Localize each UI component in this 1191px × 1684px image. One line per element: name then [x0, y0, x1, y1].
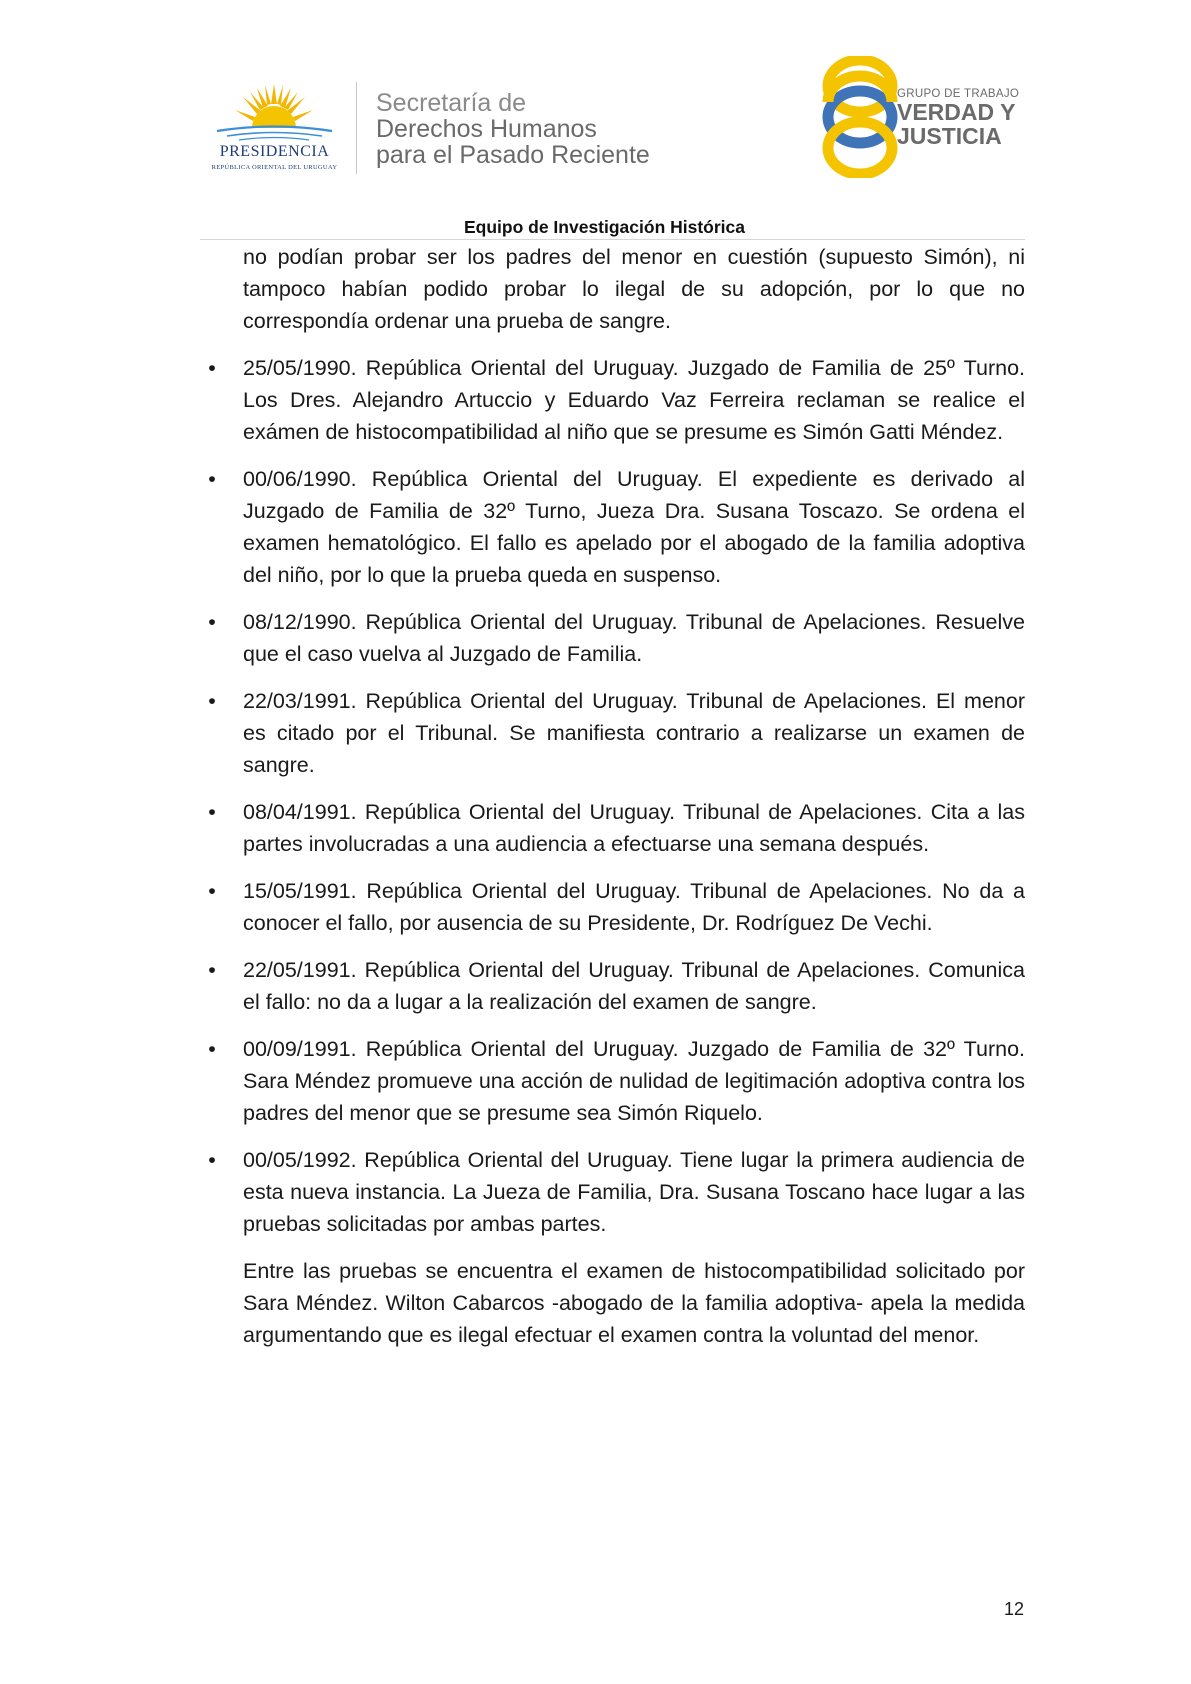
presidencia-logo [197, 82, 352, 177]
bullet-icon: • [208, 958, 216, 982]
bullet-icon: • [208, 467, 216, 491]
entry-text: 00/09/1991. República Oriental del Uruguay. Juzgado de Familia de 32º Turno. Sara Méndez promueve una acción de nulidad de legitimación adoptiva contra los padres del menor que se presume sea Simón Riquelo. [243, 1037, 1025, 1125]
team-name: Equipo de Investigación Histórica [463, 217, 746, 237]
header-divider [356, 82, 357, 174]
sun-emblem-icon [197, 82, 352, 142]
header-rule [200, 239, 1025, 240]
list-item [208, 685, 1025, 781]
bullet-icon: • [208, 879, 216, 903]
list-item [208, 1033, 1025, 1129]
document-body [208, 241, 1025, 1366]
list-item [208, 1144, 1025, 1240]
secretaria-line-2: Derechos Humanos [376, 115, 597, 143]
entry-text: 08/12/1990. República Oriental del Uruguay. Tribunal de Apelaciones. Resuelve que el caso vuelva al Juzgado de Familia. [243, 610, 1025, 666]
secretaria-line-3: para el Pasado Reciente [376, 141, 650, 169]
timeline-list [208, 352, 1025, 1240]
final-paragraph: Entre las pruebas se encuentra el examen de histocompatibilidad solicitado por Sara Méndez. Wilton Cabarcos -abogado de la familia adoptiva- apela la medida argumentando que es ilegal efectuar el examen contra la voluntad del menor. [243, 1259, 1025, 1347]
entry-text: 00/05/1992. República Oriental del Uruguay. Tiene lugar la primera audiencia de esta nueva instancia. La Jueza de Familia, Dra. Susana Toscano hace lugar a las pruebas solicitadas por ambas partes. [243, 1148, 1025, 1236]
presidencia-subtitle: REPÚBLICA ORIENTAL DEL URUGUAY [211, 164, 338, 171]
entry-text: 00/06/1990. República Oriental del Uruguay. El expediente es derivado al Juzgado de Familia de 32º Turno, Jueza Dra. Susana Toscazo. Se ordena el examen hematológico. El fallo es apelado por el abogado de la familia adoptiva del niño, por lo que la prueba queda en suspenso. [243, 467, 1025, 587]
vj-line-2: JUSTICIA [897, 123, 1002, 149]
list-item [208, 352, 1025, 448]
verdad-justicia-logotype [897, 88, 1019, 148]
list-item [208, 875, 1025, 939]
bullet-icon: • [208, 1148, 216, 1172]
bullet-icon: • [208, 610, 216, 634]
list-item [208, 606, 1025, 670]
bullet-icon: • [208, 800, 216, 824]
continuation-paragraph: no podían probar ser los padres del menor en cuestión (supuesto Simón), ni tampoco habían podido probar lo ilegal de su adopción, por lo que no correspondía ordenar una prueba de sangre. [243, 245, 1025, 333]
verdad-justicia-rings-icon [820, 56, 900, 178]
entry-text: 15/05/1991. República Oriental del Uruguay. Tribunal de Apelaciones. No da a conocer el fallo, por ausencia de su Presidente, Dr. Rodríguez De Vechi. [243, 879, 1025, 935]
entry-text: 22/05/1991. República Oriental del Uruguay. Tribunal de Apelaciones. Comunica el fallo: no da a lugar a la realización del examen de sangre. [243, 958, 1025, 1014]
secretaria-logotype [376, 90, 650, 168]
bullet-icon: • [208, 1037, 216, 1061]
list-item [208, 796, 1025, 860]
entry-text: 25/05/1990. República Oriental del Uruguay. Juzgado de Familia de 25º Turno. Los Dres. Alejandro Artuccio y Eduardo Vaz Ferreira reclaman se realice el exámen de histocompatibilidad al niño que se presume es Simón Gatti Méndez. [243, 356, 1025, 444]
page-header [0, 0, 1191, 245]
vj-small-label: GRUPO DE TRABAJO [897, 88, 1020, 100]
page-number: 12 [1004, 1599, 1025, 1619]
secretaria-line-1: Secretaría de [376, 89, 527, 117]
entry-text: 22/03/1991. República Oriental del Uruguay. Tribunal de Apelaciones. El menor es citado por el Tribunal. Se manifiesta contrario a realizarse un examen de sangre. [243, 689, 1025, 777]
bullet-icon: • [208, 356, 216, 380]
vj-line-1: VERDAD Y [897, 99, 1016, 125]
list-item [208, 954, 1025, 1018]
list-item [208, 463, 1025, 591]
entry-text: 08/04/1991. República Oriental del Uruguay. Tribunal de Apelaciones. Cita a las partes involucradas a una audiencia a efectuarse una semana después. [243, 800, 1025, 856]
bullet-icon: • [208, 689, 216, 713]
presidencia-name: PRESIDENCIA [219, 143, 330, 160]
